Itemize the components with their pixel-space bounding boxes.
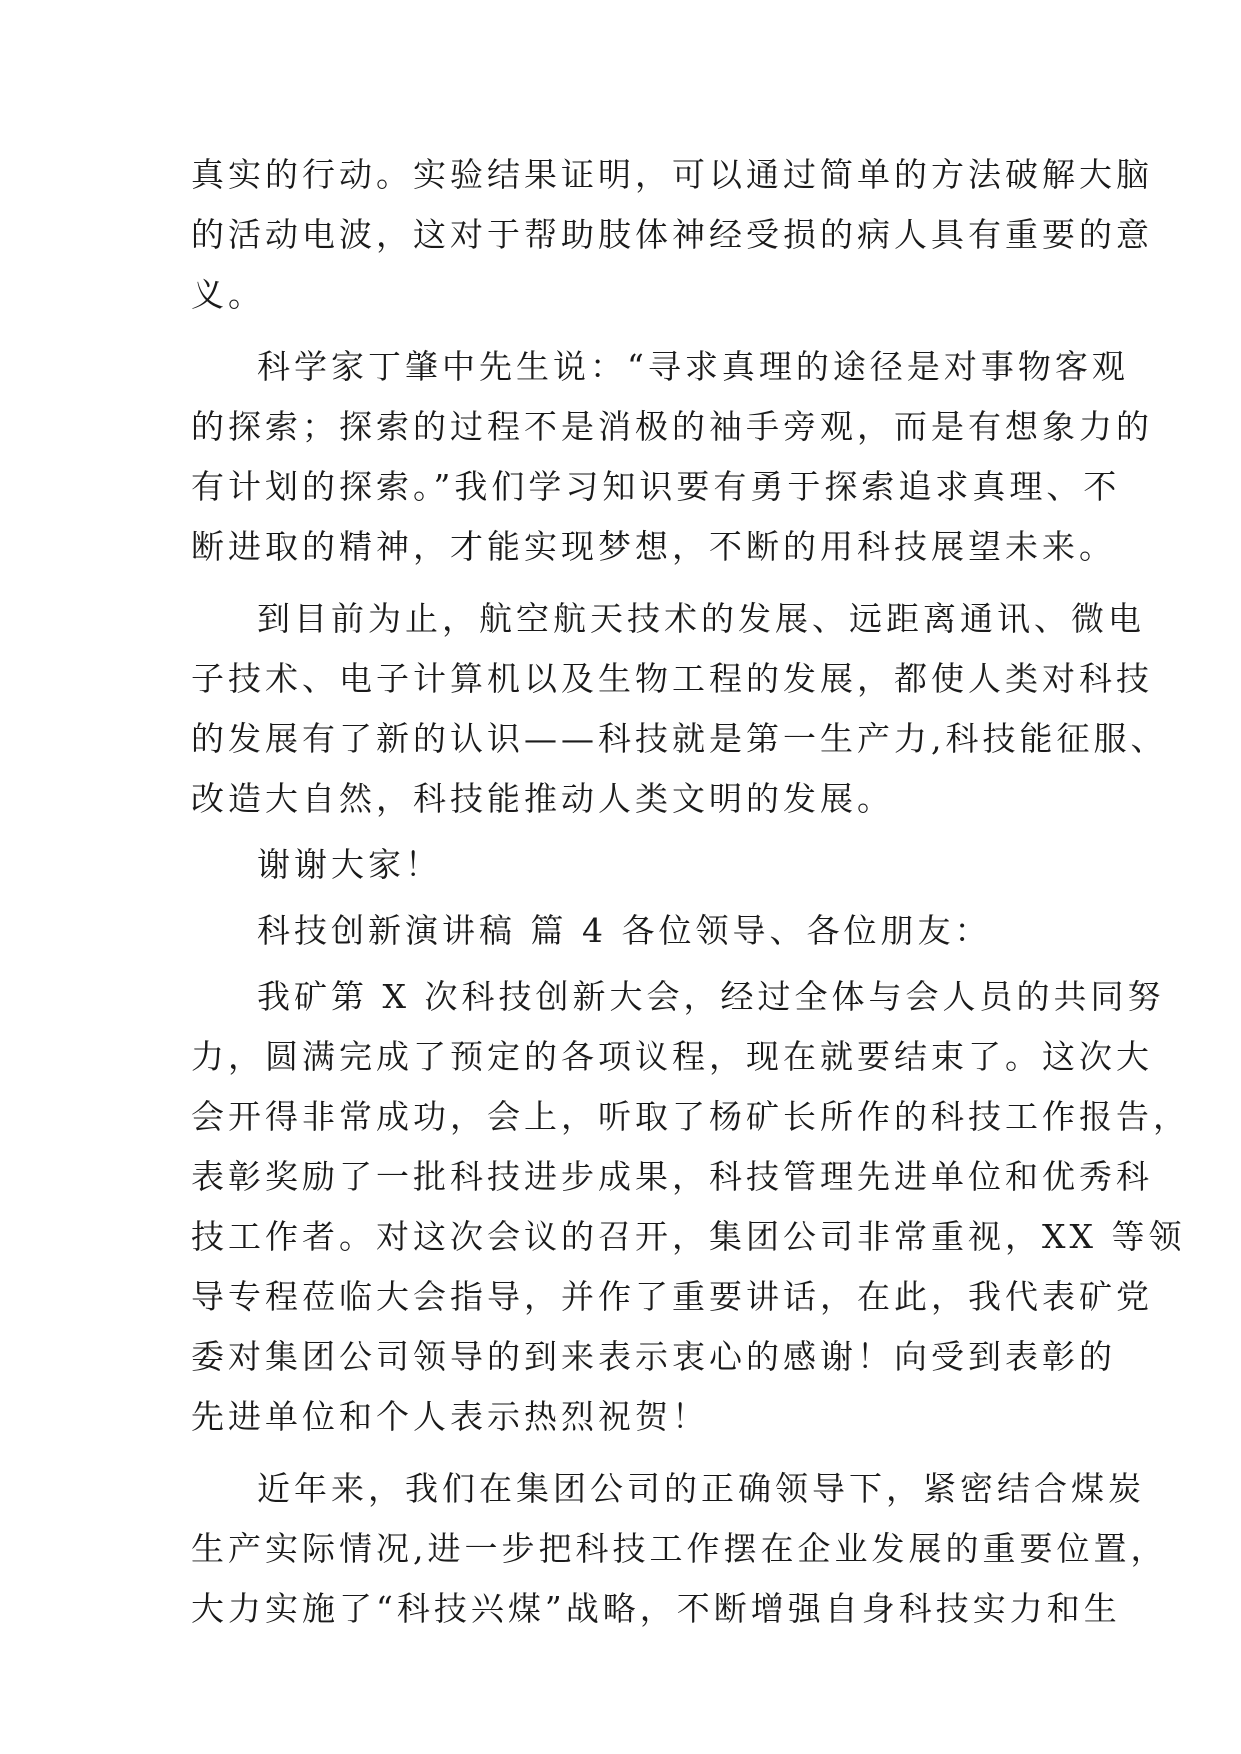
paragraph-line: 大力实施了“科技兴煤”战略，不断增强自身科技实力和生 (191, 1589, 1121, 1628)
paragraph-line: 科学家丁肇中先生说：“寻求真理的途径是对事物客观 (257, 347, 1129, 386)
paragraph-4 (191, 835, 1051, 895)
paragraph-line: 到目前为止，航空航天技术的发展、远距离通讯、微电 (257, 599, 1145, 638)
paragraph-line: 会开得非常成功，会上，听取了杨矿长所作的科技工作报告， (191, 1097, 1190, 1136)
paragraph-line: 的发展有了新的认识——科技就是第一生产力,科技能征服、 (191, 719, 1168, 758)
paragraph-1 (191, 145, 1153, 325)
paragraph-line: 有计划的探索。”我们学习知识要有勇于探索追求真理、不 (191, 467, 1121, 506)
paragraph-line: 义。 (191, 275, 265, 314)
paragraph-line: 我矿第 X 次科技创新大会，经过全体与会人员的共同努 (257, 977, 1165, 1016)
paragraph-line: 导专程莅临大会指导，并作了重要讲话，在此，我代表矿党 (191, 1277, 1153, 1316)
paragraph-line: 改造大自然，科技能推动人类文明的发展。 (191, 779, 894, 818)
paragraph-line: 子技术、电子计算机以及生物工程的发展，都使人类对科技 (191, 659, 1153, 698)
paragraph-line: 表彰奖励了一批科技进步成果，科技管理先进单位和优秀科 (191, 1157, 1153, 1196)
paragraph-line: 先进单位和个人表示热烈祝贺！ (191, 1397, 709, 1436)
paragraph-line: 真实的行动。实验结果证明，可以通过简单的方法破解大脑 (191, 155, 1153, 194)
section-heading (191, 901, 1051, 961)
paragraph-6 (191, 967, 1190, 1447)
paragraph-line: 技工作者。对这次会议的召开，集团公司非常重视，XX 等领 (191, 1217, 1186, 1256)
paragraph-3 (191, 589, 1168, 829)
paragraph-line: 委对集团公司领导的到来表示衷心的感谢！向受到表彰的 (191, 1337, 1116, 1376)
paragraph-line: 断进取的精神，才能实现梦想，不断的用科技展望未来。 (191, 527, 1116, 566)
paragraph-line: 谢谢大家！ (257, 845, 442, 884)
paragraph-line: 力，圆满完成了预定的各项议程，现在就要结束了。这次大 (191, 1037, 1153, 1076)
paragraph-line: 生产实际情况,进一步把科技工作摆在企业发展的重要位置， (191, 1529, 1168, 1568)
paragraph-line: 的探索；探索的过程不是消极的袖手旁观，而是有想象力的 (191, 407, 1153, 446)
paragraph-line: 科技创新演讲稿 篇 4 各位领导、各位朋友： (257, 911, 992, 950)
paragraph-2 (191, 337, 1153, 577)
paragraph-line: 的活动电波，这对于帮助肢体神经受损的病人具有重要的意 (191, 215, 1153, 254)
document-body (191, 145, 1190, 1639)
paragraph-7 (191, 1459, 1168, 1639)
paragraph-line: 近年来，我们在集团公司的正确领导下，紧密结合煤炭 (257, 1469, 1145, 1508)
